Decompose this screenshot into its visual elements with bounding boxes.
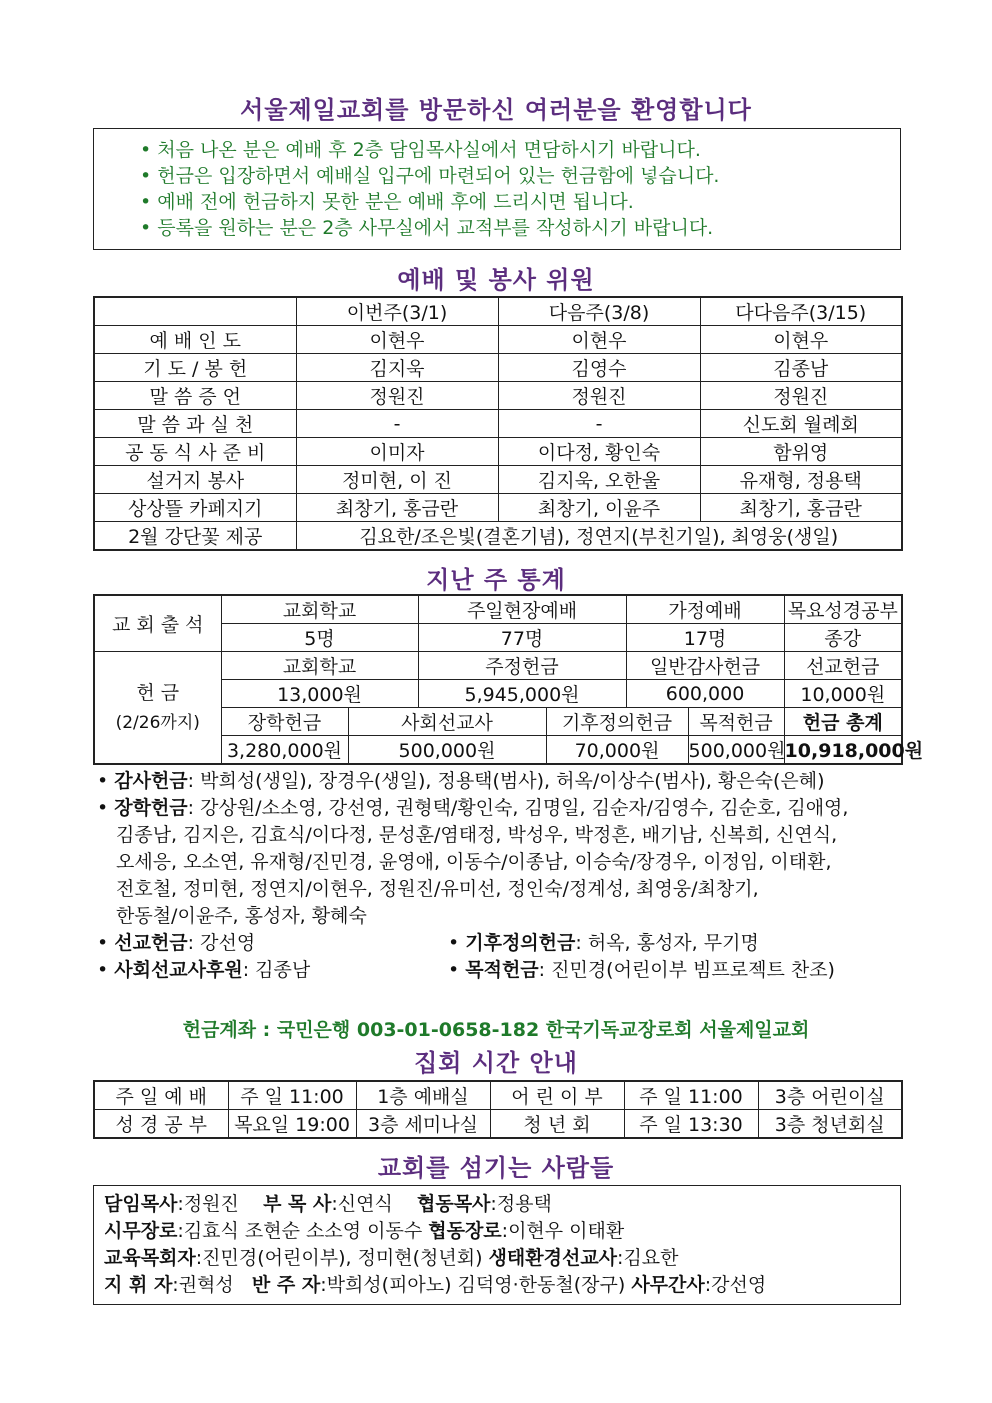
offering-value: 70,000원 <box>546 736 688 765</box>
offering-total-header: 헌금 총계 <box>784 708 902 736</box>
roles-header-cell: 이번주(3/1) <box>296 297 498 326</box>
role-cell: 이미자 <box>296 438 498 466</box>
climate-offering-line: • 기후정의헌금: 허옥, 홍성자, 무기명 <box>448 932 759 954</box>
role-cell: 정원진 <box>296 382 498 410</box>
role-cell: 이현우 <box>296 326 498 354</box>
table-row <box>94 522 902 551</box>
role-cell: 김종남 <box>700 354 902 382</box>
attendance-value: 77명 <box>418 624 626 652</box>
offering-value: 3,280,000원 <box>221 736 348 765</box>
meeting-cell: 1층 예배실 <box>356 1081 490 1110</box>
climate-label: 기후정의헌금 <box>465 932 576 954</box>
role-cell: 정원진 <box>498 382 700 410</box>
roles-header-cell <box>94 297 296 326</box>
role-cell: 김영수 <box>498 354 700 382</box>
role-cell: 최창기, 이윤주 <box>498 494 700 522</box>
table-row <box>94 494 902 522</box>
meeting-cell: 주 일 예 배 <box>94 1081 228 1110</box>
staff-role: 지 휘 자 <box>104 1274 173 1296</box>
climate-text: : 허옥, 홍성자, 무기명 <box>575 932 759 954</box>
social-text: : 김종남 <box>242 959 311 981</box>
role-label: 기 도 / 봉 헌 <box>94 354 296 382</box>
staff-role: 담임목사 <box>104 1193 178 1215</box>
attendance-value: 5명 <box>221 624 418 652</box>
staff-names: :정원진 <box>177 1193 239 1215</box>
offering-header: 주정헌금 <box>418 652 626 680</box>
roles-header-cell: 다음주(3/8) <box>498 297 700 326</box>
welcome-line: • 처음 나온 분은 예배 후 2층 담임목사실에서 면담하시기 바랍니다. <box>140 139 701 161</box>
role-label: 상상뜰 카페지기 <box>94 494 296 522</box>
role-cell: 이현우 <box>498 326 700 354</box>
staff-names: :김효식 조현순 소소영 이동수 <box>177 1220 423 1242</box>
thanks-label: 감사헌금 <box>114 770 188 792</box>
staff-names: :이현우 이태환 <box>501 1220 625 1242</box>
meeting-cell: 주 일 11:00 <box>624 1081 758 1110</box>
staff-role: 사무간사 <box>631 1274 705 1296</box>
attendance-value: 17명 <box>626 624 784 652</box>
meeting-cell: 청 년 회 <box>490 1110 624 1139</box>
table-row <box>94 1110 902 1139</box>
welcome-lines <box>140 137 719 241</box>
roles-header-row <box>94 297 902 326</box>
welcome-line: • 등록을 원하는 분은 2층 사무실에서 교적부를 작성하시기 바랍니다. <box>140 217 714 239</box>
table-row <box>94 438 902 466</box>
role-cell: 유재형, 정용택 <box>700 466 902 494</box>
meeting-cell: 어 린 이 부 <box>490 1081 624 1110</box>
meeting-cell: 주 일 13:30 <box>624 1110 758 1139</box>
role-cell: 함위영 <box>700 438 902 466</box>
table-row <box>94 595 902 624</box>
thanks-text: : 박희성(생일), 장경우(생일), 정용택(범사), 허옥/이상수(범사), 황은숙(은혜) <box>187 770 825 792</box>
offering-value: 600,000 <box>626 680 784 708</box>
table-row <box>94 354 902 382</box>
meeting-cell: 3층 청년회실 <box>758 1110 902 1139</box>
role-label: 말 씀 증 언 <box>94 382 296 410</box>
offering-header: 장학헌금 <box>221 708 348 736</box>
role-cell: 이현우 <box>700 326 902 354</box>
role-cell: 최창기, 홍금란 <box>700 494 902 522</box>
meeting-cell: 주 일 11:00 <box>228 1081 356 1110</box>
social-label: 사회선교사후원 <box>114 959 243 981</box>
staff-title: 교회를 섬기는 사람들 <box>377 1154 615 1182</box>
offering-header: 사회선교사 <box>348 708 546 736</box>
meeting-cell: 3층 세미나실 <box>356 1110 490 1139</box>
role-cell: 김지욱 <box>296 354 498 382</box>
scholarship-line: 김종남, 김지은, 김효식/이다정, 문성훈/염태정, 박성우, 박정흔, 배기남, 신복희, 신연식, <box>116 824 838 846</box>
offering-value: 10,000원 <box>784 680 902 708</box>
role-label: 공 동 식 사 준 비 <box>94 438 296 466</box>
role-cell: 최창기, 홍금란 <box>296 494 498 522</box>
purpose-text: : 진민경(어린이부 빔프로젝트 찬조) <box>538 959 835 981</box>
flower-provider-cell: 김요한/조은빛(결혼기념), 정연지(부친기일), 최영웅(생일) <box>296 522 902 551</box>
table-row <box>94 652 902 680</box>
scholarship-line: 전호철, 정미현, 정연지/이현우, 정원진/유미선, 정인숙/정계성, 최영웅/최창기, <box>116 878 759 900</box>
offering-header: 목적헌금 <box>688 708 784 736</box>
role-cell: 정원진 <box>700 382 902 410</box>
roles-table <box>93 296 903 551</box>
welcome-line: • 헌금은 입장하면서 예배실 입구에 마련되어 있는 헌금함에 넣습니다. <box>140 165 720 187</box>
role-label: 설거지 봉사 <box>94 466 296 494</box>
meetings-title: 집회 시간 안내 <box>414 1049 578 1077</box>
table-row <box>94 410 902 438</box>
attendance-value: 종강 <box>784 624 902 652</box>
staff-names: :김요한 <box>617 1247 679 1269</box>
role-label: 2월 강단꽃 제공 <box>94 522 296 551</box>
role-cell: 김지욱, 오한울 <box>498 466 700 494</box>
role-cell: - <box>296 410 498 438</box>
welcome-title: 서울제일교회를 방문하신 여러분을 환영합니다 <box>240 96 752 124</box>
staff-role: 반 주 자 <box>251 1274 321 1296</box>
scholarship-line: • 장학헌금: 강상원/소소영, 강선영, 권형택/황인숙, 김명일, 김순자/김영수, 김순호, 김애영, <box>97 797 849 819</box>
staff-box <box>93 1185 901 1305</box>
stats-title: 지난 주 통계 <box>426 566 566 594</box>
role-cell: - <box>498 410 700 438</box>
role-cell: 이다정, 황인숙 <box>498 438 700 466</box>
staff-line <box>104 1218 624 1245</box>
table-row <box>94 466 902 494</box>
account-info: 헌금계좌 : 국민은행 003-01-0658-182 한국기독교장로회 서울제일교회 <box>182 1019 810 1041</box>
table-row <box>94 326 902 354</box>
scholarship-text: : 강상원/소소영, 강선영, 권형택/황인숙, 김명일, 김순자/김영수, 김순호, 김애영, <box>187 797 849 819</box>
staff-role: 부 목 사 <box>263 1193 332 1215</box>
meeting-cell: 목요일 19:00 <box>228 1110 356 1139</box>
offering-total-value: 10,918,000원 <box>784 736 902 765</box>
staff-names: :강선영 <box>704 1274 767 1296</box>
attendance-header: 교회학교 <box>221 595 418 624</box>
offering-label: 헌 금 <box>136 681 180 704</box>
staff-names: :진민경(어린이부), 정미현(청년회) <box>195 1247 483 1269</box>
staff-names: :정용택 <box>490 1193 552 1215</box>
staff-names: :박희성(피아노) 김덕영·한동철(장구) <box>320 1274 626 1296</box>
attendance-header: 가정예배 <box>626 595 784 624</box>
offering-label-cell <box>94 652 221 765</box>
meeting-cell: 3층 어린이실 <box>758 1081 902 1110</box>
offering-header: 선교헌금 <box>784 652 902 680</box>
meeting-cell: 성 경 공 부 <box>94 1110 228 1139</box>
scholarship-line: 오세응, 오소연, 유재형/진민경, 윤영애, 이동수/이종남, 이승숙/장경우, 이정임, 이태환, <box>116 851 832 873</box>
mission-text: : 강선영 <box>187 932 256 954</box>
table-row <box>94 382 902 410</box>
mission-offering-line: • 선교헌금: 강선영 <box>97 932 256 954</box>
staff-line <box>104 1191 552 1218</box>
offering-value: 5,945,000원 <box>418 680 626 708</box>
purpose-offering-line: • 목적헌금: 진민경(어린이부 빔프로젝트 찬조) <box>448 959 835 981</box>
offering-header: 일반감사헌금 <box>626 652 784 680</box>
offering-date: (2/26까지) <box>115 712 200 733</box>
roles-title: 예배 및 봉사 위원 <box>397 266 595 294</box>
meetings-table <box>93 1080 903 1139</box>
stats-table <box>93 594 924 765</box>
offering-value: 500,000원 <box>688 736 784 765</box>
scholarship-line: 한동철/이윤주, 홍성자, 황혜숙 <box>116 905 367 927</box>
thanks-offering-line: • 감사헌금: 박희성(생일), 장경우(생일), 정용택(범사), 허옥/이상수(범사), 황은숙(은혜) <box>97 770 825 792</box>
offering-value: 13,000원 <box>221 680 418 708</box>
attendance-header: 주일현장예배 <box>418 595 626 624</box>
staff-role: 생태환경선교사 <box>488 1247 618 1269</box>
mission-label: 선교헌금 <box>114 932 188 954</box>
staff-role: 협동장로 <box>428 1220 502 1242</box>
role-cell: 정미현, 이 진 <box>296 466 498 494</box>
attendance-header: 목요성경공부 <box>784 595 902 624</box>
welcome-box <box>93 128 901 250</box>
staff-line <box>104 1272 766 1299</box>
staff-names: :신연식 <box>331 1193 393 1215</box>
social-mission-line: • 사회선교사후원: 김종남 <box>97 959 311 981</box>
welcome-line: • 예배 전에 헌금하지 못한 분은 예배 후에 드리시면 됩니다. <box>140 191 634 213</box>
roles-header-cell: 다다음주(3/15) <box>700 297 902 326</box>
table-row <box>94 1081 902 1110</box>
staff-role: 시무장로 <box>104 1220 178 1242</box>
staff-role: 교육목회자 <box>104 1247 196 1269</box>
role-label: 말 씀 과 실 천 <box>94 410 296 438</box>
staff-line <box>104 1245 679 1272</box>
offering-header: 교회학교 <box>221 652 418 680</box>
purpose-label: 목적헌금 <box>465 959 539 981</box>
role-label: 예 배 인 도 <box>94 326 296 354</box>
offering-header: 기후정의헌금 <box>546 708 688 736</box>
scholarship-label: 장학헌금 <box>114 797 188 819</box>
attendance-label: 교 회 출 석 <box>94 595 221 652</box>
offering-value: 500,000원 <box>348 736 546 765</box>
staff-names: :권혁성 <box>172 1274 234 1296</box>
staff-role: 협동목사 <box>417 1193 491 1215</box>
role-cell: 신도회 월례회 <box>700 410 902 438</box>
